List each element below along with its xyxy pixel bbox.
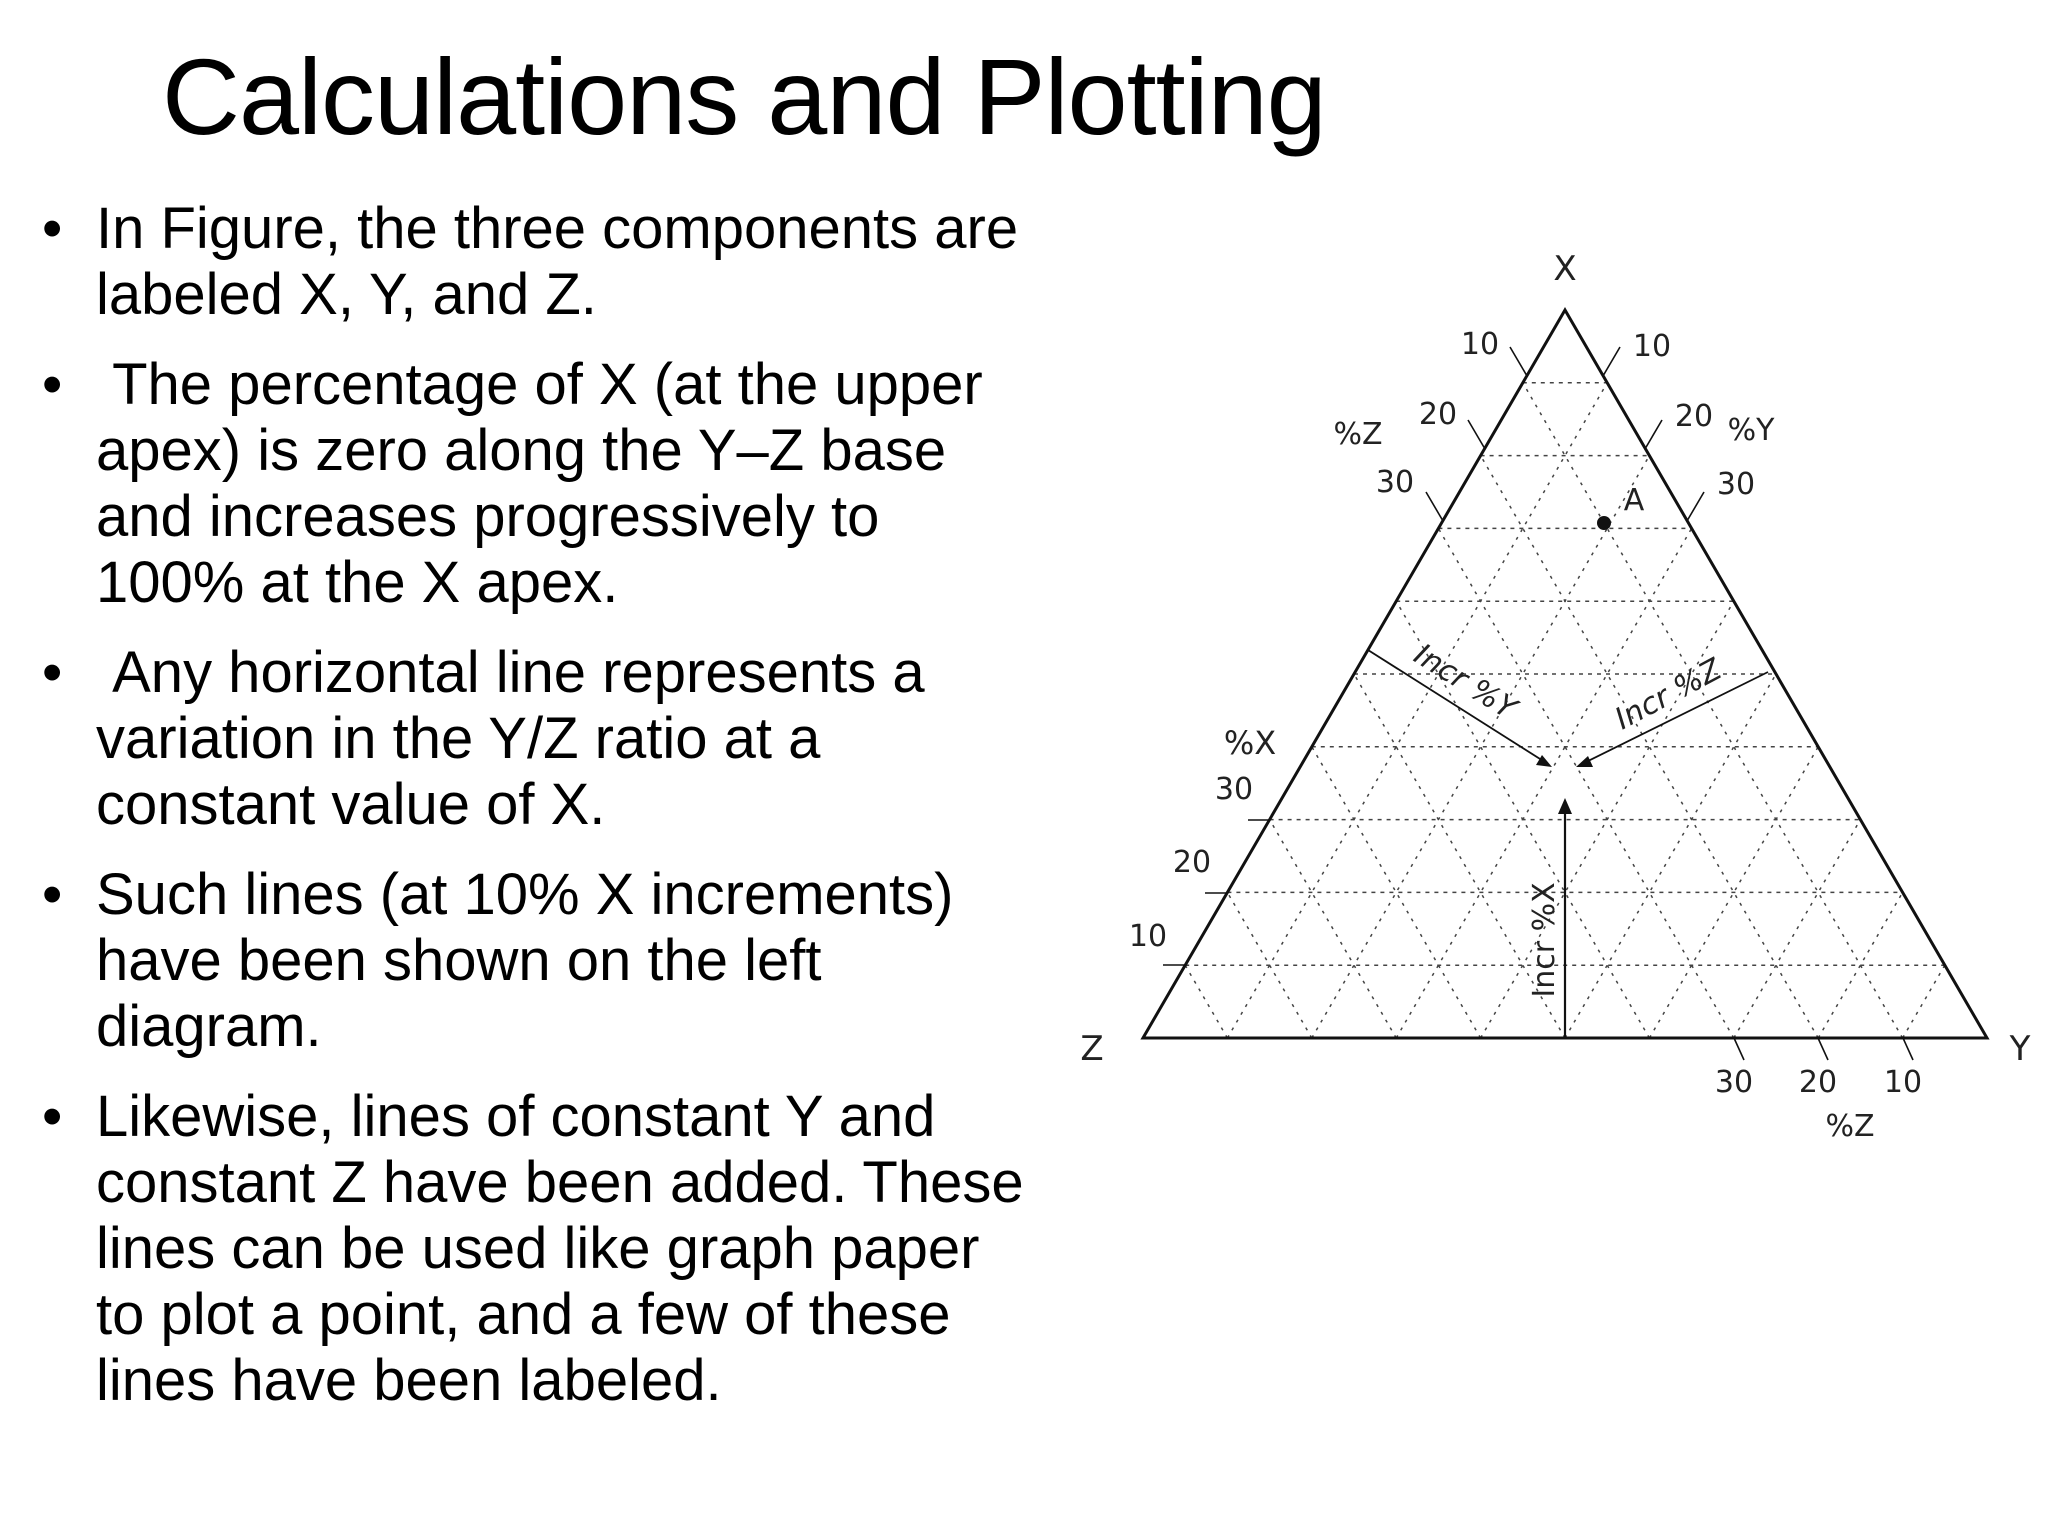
tick-label-z-bottom: 10 bbox=[1883, 1065, 1923, 1100]
tick-label-z: 20 bbox=[1418, 397, 1458, 432]
point-a-label: A bbox=[1623, 483, 1645, 518]
bullet-dot: • bbox=[42, 862, 63, 927]
grid-line bbox=[1734, 820, 1861, 1038]
tick-line bbox=[1734, 1038, 1744, 1060]
arrowhead bbox=[1536, 755, 1552, 767]
tick-line bbox=[1468, 420, 1485, 449]
bullet-text: Likewise, lines of constant Y and constant Z have been added. These lines can be used like graph paper to plot a point, and a few of these lines have been labeled. bbox=[96, 1084, 1024, 1413]
point-a-marker bbox=[1597, 516, 1611, 530]
grid-line bbox=[1270, 820, 1397, 1038]
tick-label-y: 10 bbox=[1632, 329, 1672, 364]
vertex-label-y: Y bbox=[2009, 1029, 2031, 1069]
axis-label-z-bottom: %Z bbox=[1825, 1109, 1875, 1144]
tick-label-x: 10 bbox=[1128, 919, 1168, 954]
tick-label-x: 20 bbox=[1172, 845, 1212, 880]
bullet-text: The percentage of X (at the upper apex) is zero along the Y–Z base and increases progressively to 100% at the X apex. bbox=[96, 352, 999, 615]
axis-label-z-left: %Z bbox=[1333, 417, 1383, 452]
bullet-text: In Figure, the three components are labeled X, Y, and Z. bbox=[96, 196, 1019, 327]
bullet-item bbox=[42, 352, 1042, 616]
axis-label-x-left: %X bbox=[1223, 724, 1277, 762]
axis-label-y-right: %Y bbox=[1727, 413, 1775, 448]
bullet-dot: • bbox=[42, 196, 63, 261]
bullet-dot: • bbox=[42, 352, 63, 417]
grid-line bbox=[1185, 965, 1227, 1038]
incr-y-label: Incr %Y bbox=[1407, 637, 1523, 727]
bullet-item bbox=[42, 862, 1042, 1060]
grid-line bbox=[1438, 528, 1733, 1038]
tick-label-z-bottom: 20 bbox=[1798, 1065, 1838, 1100]
ternary-diagram bbox=[1060, 230, 2040, 1190]
tick-label-z-bottom: 30 bbox=[1714, 1065, 1754, 1100]
tick-line bbox=[1603, 347, 1620, 376]
bullet-list bbox=[42, 196, 1042, 1438]
incr-z-label: Incr %Z bbox=[1609, 652, 1728, 738]
grid-line bbox=[1565, 674, 1776, 1038]
tick-label-y: 30 bbox=[1716, 467, 1756, 502]
tick-line bbox=[1426, 492, 1443, 521]
tick-label-z: 10 bbox=[1460, 327, 1500, 362]
bullet-item bbox=[42, 196, 1042, 328]
vertex-label-x: X bbox=[1553, 249, 1577, 289]
tick-line bbox=[1645, 420, 1662, 449]
arrowhead bbox=[1576, 756, 1593, 767]
vertex-label-z: Z bbox=[1080, 1029, 1104, 1069]
bullet-text: Such lines (at 10% X increments) have been shown on the left diagram. bbox=[96, 862, 954, 1059]
tick-line bbox=[1818, 1038, 1828, 1060]
tick-label-y: 20 bbox=[1674, 399, 1714, 434]
grid-line bbox=[1903, 965, 1945, 1038]
tick-line bbox=[1510, 347, 1527, 376]
tick-line bbox=[1687, 492, 1704, 521]
grid-line bbox=[1523, 383, 1903, 1038]
incr-x-label: Incr %X bbox=[1527, 882, 1562, 998]
tick-label-z: 30 bbox=[1375, 465, 1415, 500]
bullet-item bbox=[42, 1084, 1042, 1414]
bullet-text: Any horizontal line represents a variation in the Y/Z ratio at a constant value of X. bbox=[96, 640, 941, 837]
bullet-item bbox=[42, 640, 1042, 838]
slide-title: Calculations and Plotting bbox=[162, 36, 1326, 157]
tick-label-x: 30 bbox=[1214, 772, 1254, 807]
tick-line bbox=[1903, 1038, 1913, 1060]
arrowhead bbox=[1558, 798, 1572, 814]
bullet-dot: • bbox=[42, 1084, 63, 1149]
bullet-dot: • bbox=[42, 640, 63, 705]
